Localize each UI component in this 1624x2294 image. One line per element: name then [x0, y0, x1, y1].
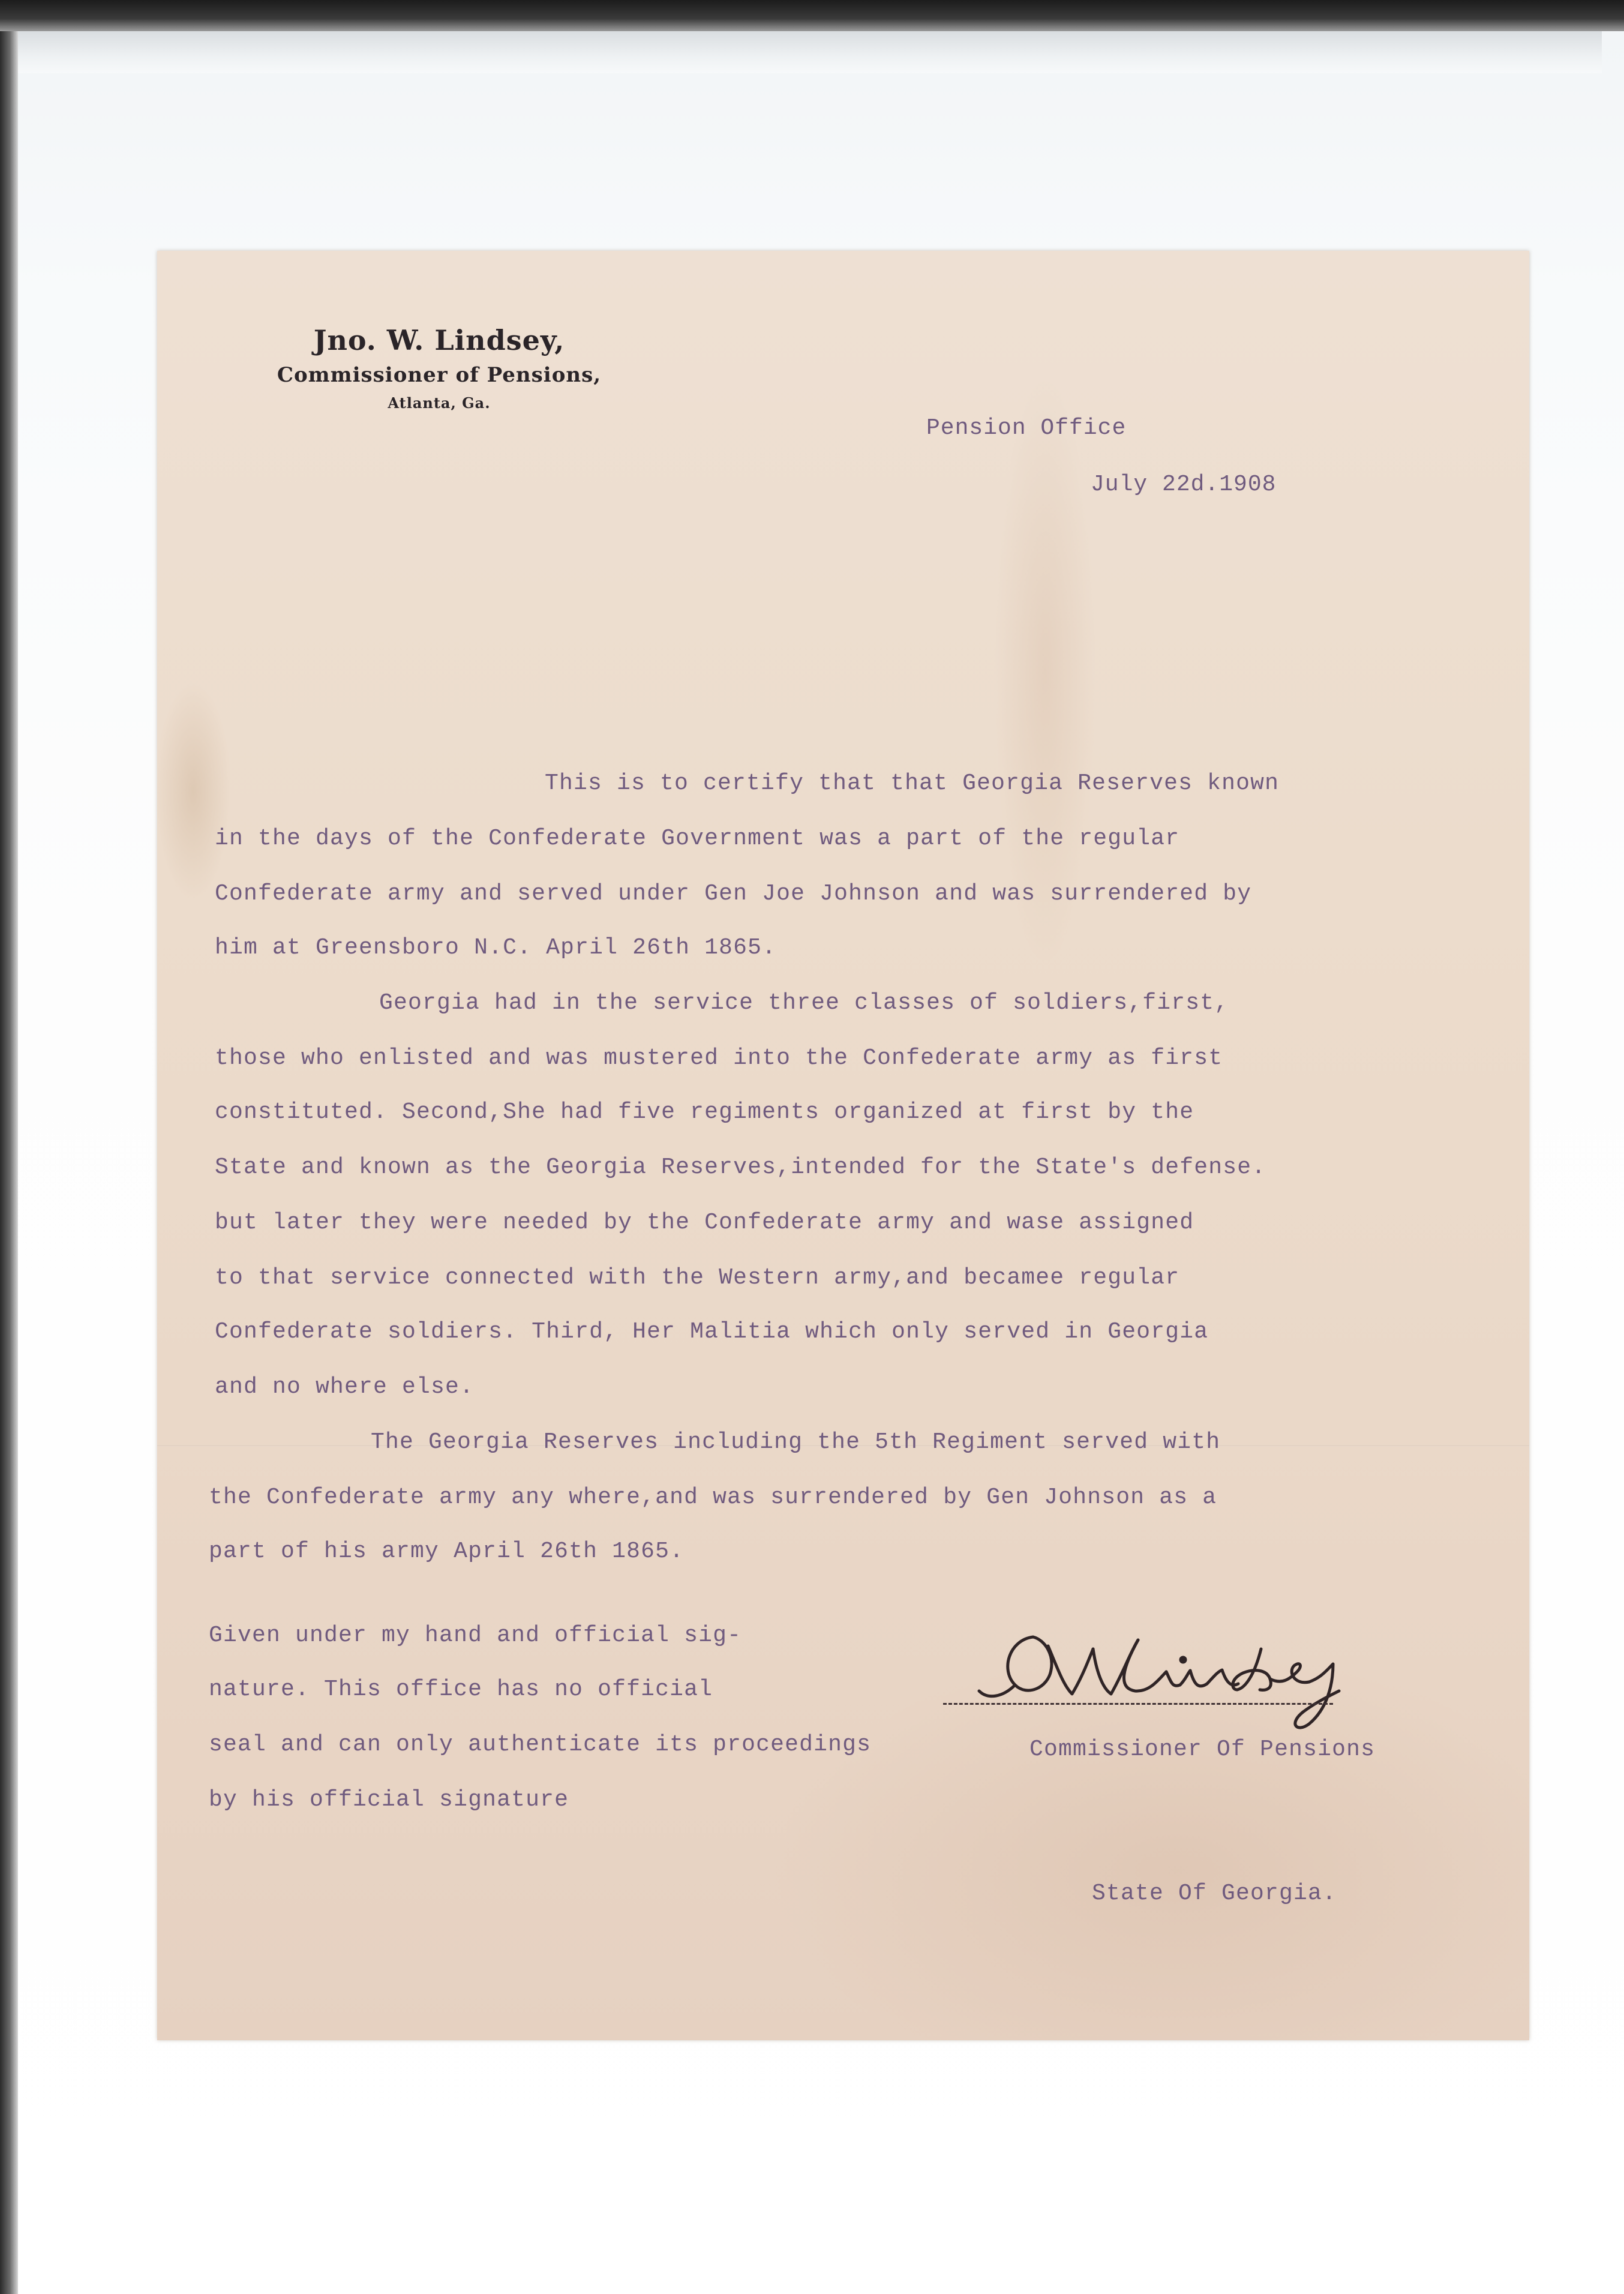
scanner-top-edge — [0, 0, 1624, 31]
letterhead-name: Jno. W. Lindsey, — [313, 324, 565, 356]
signature-line — [943, 1703, 1333, 1705]
body-line: and no where else. — [215, 1374, 475, 1400]
scanner-left-edge — [0, 0, 18, 2294]
closing-line: nature. This office has no official — [209, 1677, 713, 1702]
body-line: the Confederate army any where,and was surrendered by Gen Johnson as a — [209, 1485, 1217, 1510]
closing-line: seal and can only authenticate its proceedings — [209, 1732, 872, 1758]
letterhead — [253, 322, 625, 415]
body-line: Confederate soldiers. Third, Her Malitia which only served in Georgia — [215, 1319, 1209, 1345]
body-line: Georgia had in the service three classes of soldiers,first, — [379, 990, 1229, 1016]
body-line: This is to certify that that Georgia Reserves known — [545, 770, 1280, 796]
closing-line: Given under my hand and official sig- — [209, 1623, 742, 1648]
body-line: part of his army April 26th 1865. — [209, 1539, 685, 1564]
office-line: Pension Office — [926, 415, 1127, 441]
body-line: constituted. Second,She had five regiments organized at first by the — [215, 1099, 1194, 1125]
body-line: The Georgia Reserves including the 5th Regiment served with — [371, 1429, 1221, 1455]
handwritten-signature — [943, 1613, 1363, 1733]
closing-line: by his official signature — [209, 1787, 569, 1813]
body-line: those who enlisted and was mustered into the Confederate army as first — [215, 1045, 1223, 1071]
body-line: Confederate army and served under Gen Joe Johnson and was surrendered by — [215, 881, 1252, 907]
letterhead-city: Atlanta, Ga. — [388, 394, 491, 412]
body-line: State and known as the Georgia Reserves,intended for the State's defense. — [215, 1155, 1266, 1180]
letterhead-title: Commissioner of Pensions, — [277, 363, 602, 387]
body-line: in the days of the Confederate Government was a part of the regular — [215, 826, 1180, 851]
letter-page — [157, 251, 1529, 2040]
body-line: to that service connected with the Western army,and becamee regular — [215, 1265, 1180, 1291]
signature-state: State Of Georgia. — [1092, 1881, 1337, 1906]
signature-image — [943, 1613, 1363, 1733]
scanner-top-shadow — [18, 31, 1602, 73]
body-line: him at Greensboro N.C. April 26th 1865. — [215, 935, 777, 961]
letter-date: July 22d.1908 — [1091, 472, 1277, 497]
signature-role: Commissioner Of Pensions — [1029, 1737, 1376, 1762]
body-line: but later they were needed by the Confederate army and wase assigned — [215, 1210, 1194, 1236]
